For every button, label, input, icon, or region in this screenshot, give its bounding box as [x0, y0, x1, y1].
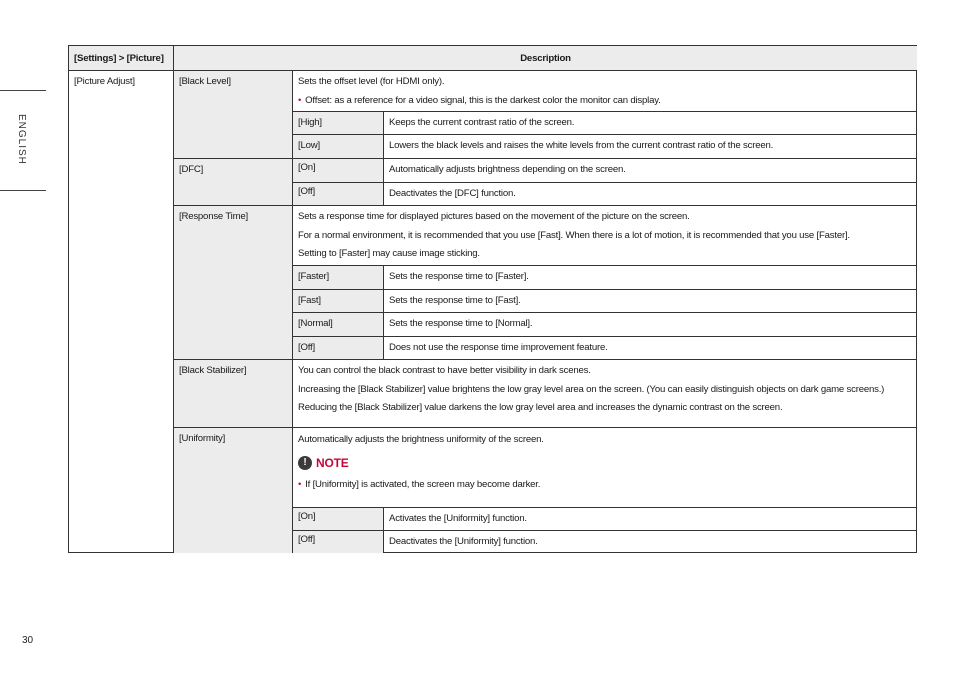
item-response-time: [Response Time]: [174, 206, 293, 360]
uniformity-note-text: If [Uniformity] is activated, the screen may become darker.: [305, 479, 541, 490]
header-menu: [Settings] > [Picture]: [69, 46, 174, 71]
response-time-desc: [293, 206, 917, 266]
black-stabilizer-line: You can control the black contrast to have better visibility in dark scenes.: [298, 365, 591, 376]
uniformity-text: Automatically adjusts the brightness uniformity of the screen.: [298, 434, 544, 445]
settings-table: [68, 45, 917, 553]
black-level-text: Sets the offset level (for HDMI only).: [298, 76, 445, 87]
option-label: [On]: [293, 159, 384, 183]
black-level-desc: [293, 71, 917, 112]
option-desc: Sets the response time to [Faster].: [384, 266, 917, 290]
item-black-level: [Black Level]: [174, 71, 293, 159]
note-title: NOTE: [316, 456, 349, 470]
response-time-line: For a normal environment, it is recommended that you use [Fast]. When there is a lot of motion, it is recommended that you use [Faster].: [298, 229, 850, 241]
item-dfc: [DFC]: [174, 159, 293, 206]
option-label: [Off]: [293, 337, 384, 360]
response-time-line: Setting to [Faster] may cause image sticking.: [298, 248, 480, 259]
exclamation-icon: !: [298, 456, 312, 470]
option-desc: Automatically adjusts brightness depending on the screen.: [384, 159, 917, 183]
note-heading: [298, 456, 912, 470]
language-label: ENGLISH: [16, 114, 27, 165]
option-label: [High]: [293, 112, 384, 135]
option-label: [Off]: [293, 183, 384, 206]
option-desc: Does not use the response time improvement feature.: [384, 337, 917, 360]
black-level-bullet-text: Offset: as a reference for a video signal, this is the darkest color the monitor can display.: [305, 94, 661, 106]
side-rule-top: [0, 90, 46, 91]
option-desc: Sets the response time to [Normal].: [384, 313, 917, 337]
black-stabilizer-line: Reducing the [Black Stabilizer] value darkens the low gray level area and increases the dynamic contrast on the screen.: [298, 402, 783, 413]
section-picture-adjust: [Picture Adjust]: [69, 71, 174, 553]
response-time-line: Sets a response time for displayed pictures based on the movement of the picture on the screen.: [298, 211, 690, 222]
option-label: [Fast]: [293, 290, 384, 313]
black-stabilizer-desc: [293, 360, 917, 428]
option-desc: Deactivates the [Uniformity] function.: [389, 536, 538, 547]
option-desc: Lowers the black levels and raises the white levels from the current contrast ratio of the screen.: [384, 135, 917, 159]
uniformity-note-bullet: • If [Uniformity] is activated, the screen may become darker.: [298, 479, 541, 490]
option-label: [Faster]: [293, 266, 384, 290]
option-desc: Activates the [Uniformity] function.: [384, 508, 917, 531]
option-desc: Deactivates the [DFC] function.: [384, 183, 917, 206]
option-label: [Off]: [293, 531, 384, 553]
black-level-bullet: • Offset: as a reference for a video signal, this is the darkest color the monitor can display.: [298, 94, 661, 106]
option-label: [On]: [293, 508, 384, 531]
side-rule-bottom: [0, 190, 46, 191]
item-black-stabilizer: [Black Stabilizer]: [174, 360, 293, 428]
option-label: [Low]: [293, 135, 384, 159]
uniformity-desc: [293, 428, 917, 508]
option-desc: Keeps the current contrast ratio of the screen.: [384, 112, 917, 135]
page-number: 30: [22, 635, 34, 646]
item-uniformity: [Uniformity]: [174, 428, 293, 553]
black-stabilizer-line: Increasing the [Black Stabilizer] value brightens the low gray level area on the screen. (You can easily distinguish objects on dark game screens.): [298, 383, 885, 395]
option-label: [Normal]: [293, 313, 384, 337]
header-description: Description: [174, 46, 917, 71]
option-desc: Sets the response time to [Fast].: [384, 290, 917, 313]
